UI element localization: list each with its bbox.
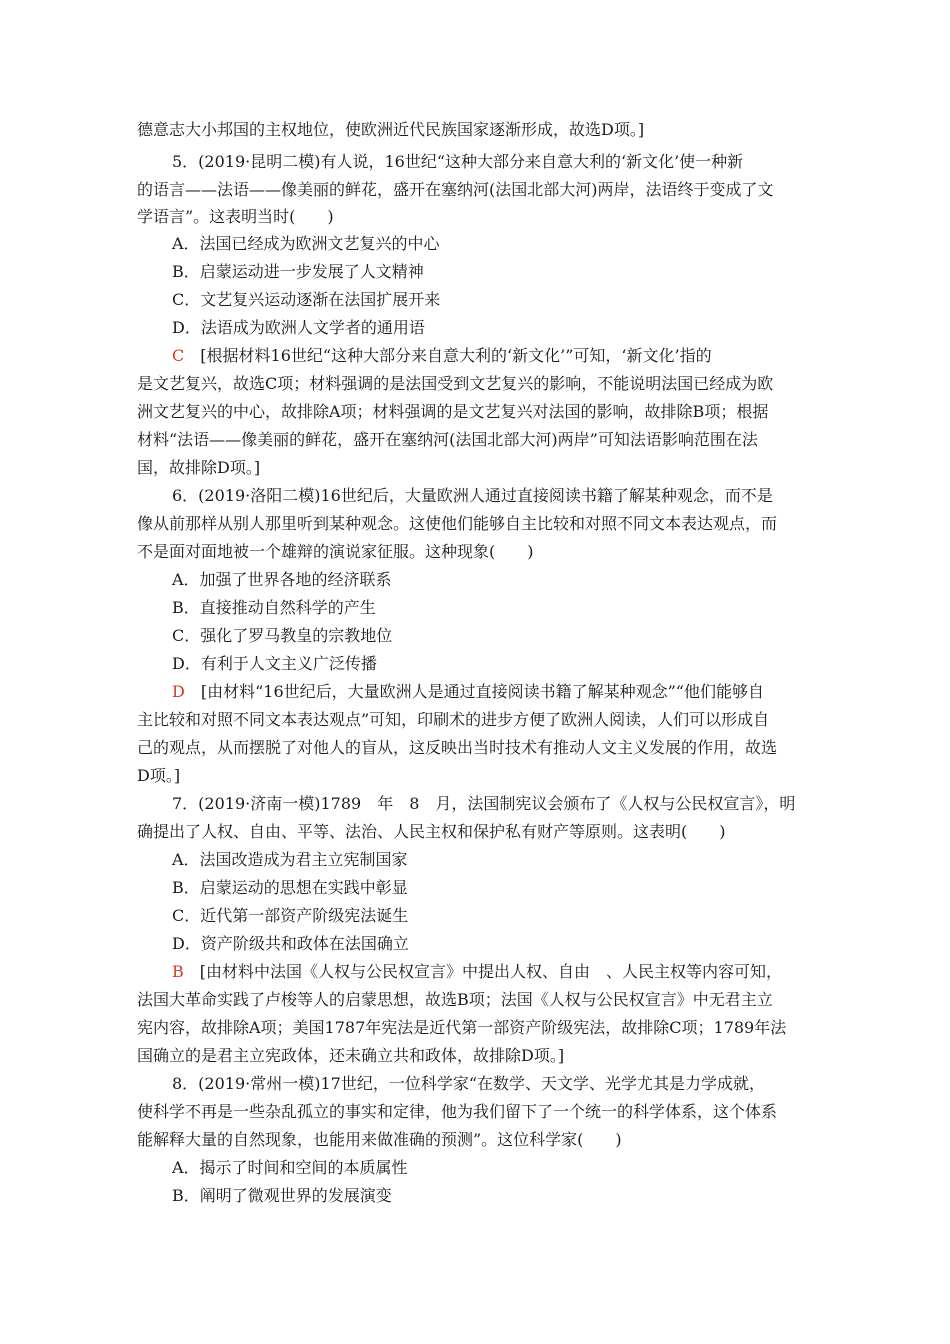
line-text: A．法国已经成为欧洲文艺复兴的中心 bbox=[172, 234, 440, 253]
answer-letter: C bbox=[172, 346, 185, 365]
option-d bbox=[172, 318, 425, 338]
text-line bbox=[137, 766, 180, 786]
line-text: 宪内容，故排除A项；美国1787年宪法是近代第一部资产阶级宪法，故排除C项；1789年法 bbox=[137, 1018, 787, 1037]
line-text: C．强化了罗马教皇的宗教地位 bbox=[172, 626, 393, 645]
line-text: A．加强了世界各地的经济联系 bbox=[172, 570, 392, 589]
option-c bbox=[172, 290, 440, 310]
answer-explanation-5 bbox=[172, 346, 712, 366]
text-line bbox=[137, 822, 726, 842]
line-text: 像从前那样从别人那里听到某种观念。这使他们能够自主比较和对照不同文本表达观点，而 bbox=[137, 514, 778, 533]
line-text: 5．(2019·昆明二模)有人说，16世纪“这种大部分来自意大利的‘新文化’使一种新 bbox=[172, 152, 744, 171]
line-text: D．资产阶级共和政体在法国确立 bbox=[172, 934, 409, 953]
option-a bbox=[172, 234, 440, 254]
line-text: 洲文艺复兴的中心，故排除A项；材料强调的是文艺复兴对法国的影响，故排除B项；根据 bbox=[137, 402, 769, 421]
text-line bbox=[137, 402, 768, 422]
line-text: C．近代第一部资产阶级宪法诞生 bbox=[172, 906, 409, 925]
line-text: 是文艺复兴，故选C项；材料强调的是法国受到文艺复兴的影响，不能说明法国已经成为欧 bbox=[137, 374, 774, 393]
line-text: [由材料“16世纪后，大量欧洲人是通过直接阅读书籍了解某种观念”“他们能够自 bbox=[200, 682, 764, 701]
line-text: D项。] bbox=[137, 766, 181, 785]
line-text: 己的观点，从而摆脱了对他人的盲从，这反映出当时技术有推动人文主义发展的作用，故选 bbox=[137, 738, 778, 757]
text-line bbox=[137, 514, 777, 534]
line-text: 国确立的是君主立宪政体，还未确立共和政体，故排除D项。] bbox=[137, 1046, 565, 1065]
answer-letter: B bbox=[172, 962, 184, 981]
answer-explanation-7 bbox=[172, 962, 782, 982]
option-a bbox=[172, 570, 392, 590]
option-a bbox=[172, 850, 408, 870]
text-line bbox=[137, 990, 773, 1010]
line-text: 确提出了人权、自由、平等、法治、人民主权和保护私有财产等原则。这表明( ) bbox=[137, 822, 726, 841]
question-6-stem bbox=[172, 486, 773, 506]
text-line bbox=[137, 738, 777, 758]
question-8-stem bbox=[172, 1074, 765, 1094]
text-line bbox=[137, 1018, 786, 1038]
line-text: 使科学不再是一些杂乱孤立的事实和定律，他为我们留下了一个统一的科学体系，这个体系 bbox=[137, 1102, 778, 1121]
text-line bbox=[137, 1130, 622, 1150]
text-line bbox=[137, 180, 774, 200]
text-line bbox=[137, 374, 773, 394]
text-line bbox=[137, 710, 769, 730]
option-d bbox=[172, 934, 409, 954]
line-text: 7．(2019·济南一模)1789 年 8 月，法国制宪议会颁布了《人权与公民权宣言》，明 bbox=[172, 794, 796, 813]
option-b bbox=[172, 1186, 392, 1206]
option-c bbox=[172, 906, 408, 926]
line-text: 国，故排除D项。] bbox=[137, 458, 261, 477]
option-d bbox=[172, 654, 377, 674]
text-line bbox=[137, 542, 534, 562]
option-b bbox=[172, 878, 408, 898]
line-text: 主比较和对照不同文本表达观点”可知，印刷术的进步方便了欧洲人阅读，人们可以形成自 bbox=[137, 710, 770, 729]
text-line bbox=[137, 120, 644, 140]
line-text: 6．(2019·洛阳二模)16世纪后，大量欧洲人通过直接阅读书籍了解某种观念，而不是 bbox=[172, 486, 773, 505]
line-text: A．法国改造成为君主立宪制国家 bbox=[172, 850, 408, 869]
line-text: 8．(2019·常州一模)17世纪，一位科学家“在数学、天文学、光学尤其是力学成就， bbox=[172, 1074, 766, 1093]
line-text: D．法语成为欧洲人文学者的通用语 bbox=[172, 318, 425, 337]
line-text: B．启蒙运动的思想在实践中彰显 bbox=[172, 878, 408, 897]
line-text: [由材料中法国《人权与公民权宣言》中提出人权、自由 、人民主权等内容可知， bbox=[199, 962, 783, 981]
question-7-stem bbox=[172, 794, 795, 814]
line-text: 不是面对面地被一个雄辩的演说家征服。这种现象( ) bbox=[137, 542, 534, 561]
option-a bbox=[172, 1158, 408, 1178]
option-b bbox=[172, 262, 424, 282]
text-line bbox=[137, 458, 260, 478]
line-text: B．阐明了微观世界的发展演变 bbox=[172, 1186, 392, 1205]
text-line bbox=[137, 1046, 564, 1066]
line-text: 的语言——法语——像美丽的鲜花，盛开在塞纳河(法国北部大河)两岸，法语终于变成了文 bbox=[137, 180, 774, 199]
question-5-stem bbox=[172, 152, 743, 172]
line-text: B．启蒙运动进一步发展了人文精神 bbox=[172, 262, 424, 281]
text-line bbox=[137, 1102, 777, 1122]
text-line bbox=[137, 430, 758, 450]
answer-explanation-6 bbox=[172, 682, 764, 702]
line-text: 德意志大小邦国的主权地位，使欧洲近代民族国家逐渐形成，故选D项。] bbox=[137, 120, 645, 139]
line-text: 法国大革命实践了卢梭等人的启蒙思想，故选B项；法国《人权与公民权宣言》中无君主立 bbox=[137, 990, 773, 1009]
line-text: A．揭示了时间和空间的本质属性 bbox=[172, 1158, 408, 1177]
line-text: 材料“法语——像美丽的鲜花，盛开在塞纳河(法国北部大河)两岸”可知法语影响范围在法 bbox=[137, 430, 758, 449]
text-line bbox=[137, 207, 334, 227]
line-text: [根据材料16世纪“这种大部分来自意大利的‘新文化’”可知，‘新文化’指的 bbox=[200, 346, 712, 365]
line-text: 学语言”。这表明当时( ) bbox=[137, 207, 334, 226]
line-text: D．有利于人文主义广泛传播 bbox=[172, 654, 377, 673]
line-text: C．文艺复兴运动逐渐在法国扩展开来 bbox=[172, 290, 441, 309]
line-text: B．直接推动自然科学的产生 bbox=[172, 598, 376, 617]
option-b bbox=[172, 598, 376, 618]
line-text: 能解释大量的自然现象，也能用来做准确的预测”。这位科学家( ) bbox=[137, 1130, 622, 1149]
option-c bbox=[172, 626, 392, 646]
answer-letter: D bbox=[172, 682, 185, 701]
